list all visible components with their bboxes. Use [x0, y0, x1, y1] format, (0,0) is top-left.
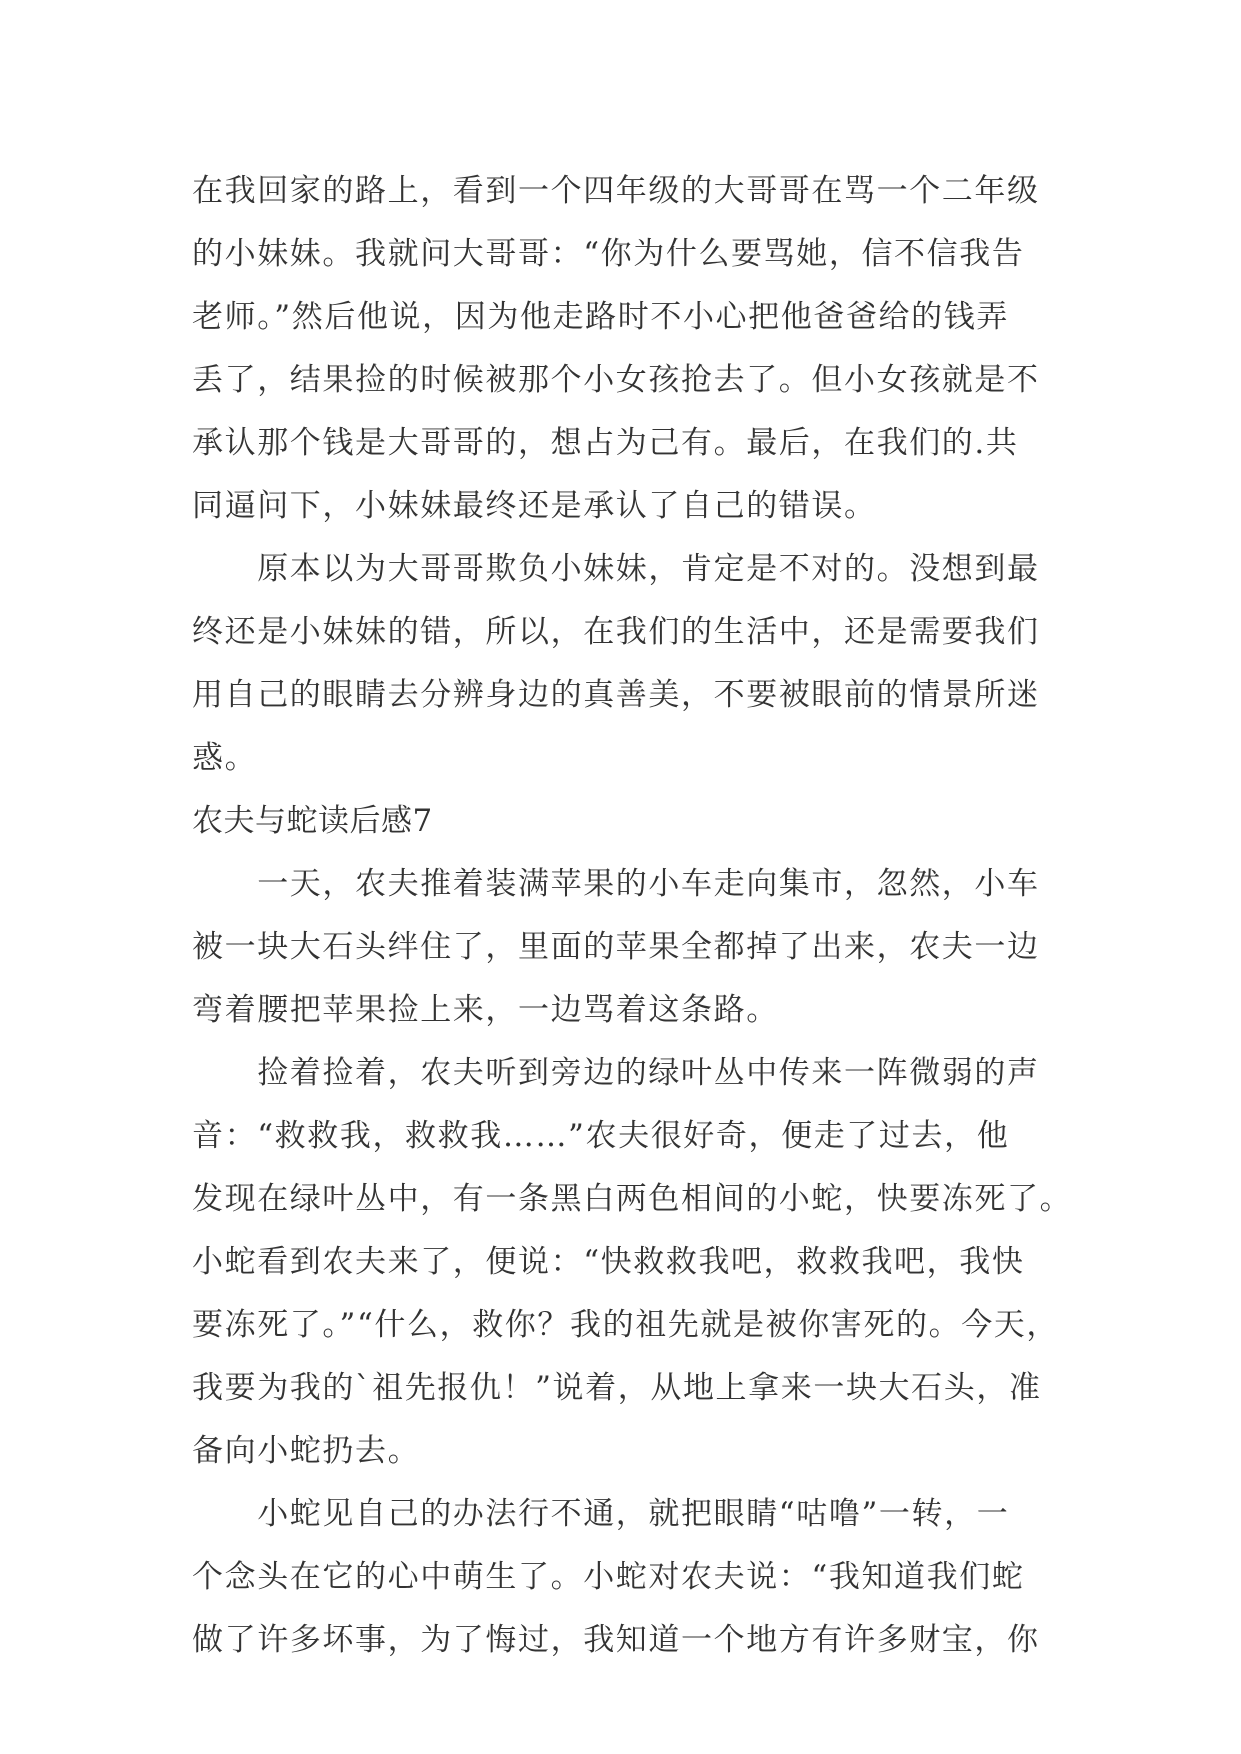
text-line: 的小妹妹。我就问大哥哥：“你为什么要骂她，信不信我告 [192, 236, 1025, 272]
text-line: 我要为我的`祖先报仇！”说着，从地上拿来一块大石头，准 [192, 1370, 1042, 1406]
text-line: 惑。 [192, 740, 258, 776]
text-line: 备向小蛇扔去。 [192, 1433, 421, 1469]
text-line: 同逼问下，小妹妹最终还是承认了自己的错误。 [192, 488, 877, 524]
text-line: 小蛇见自己的办法行不通，就把眼睛“咕噜”一转，一 [192, 1496, 1010, 1532]
text-line: 在我回家的路上，看到一个四年级的大哥哥在骂一个二年级 [192, 173, 1040, 209]
text-line: 音：“救救我，救救我……”农夫很好奇，便走了过去，他 [192, 1118, 1010, 1154]
text-line: 承认那个钱是大哥哥的，想占为己有。最后，在我们的.共 [192, 425, 1019, 461]
text-line: 要冻死了。”“什么，救你？我的祖先就是被你害死的。今天， [192, 1307, 1059, 1343]
text-line: 一天，农夫推着装满苹果的小车走向集市，忽然，小车 [192, 866, 1040, 902]
text-line: 个念头在它的心中萌生了。小蛇对农夫说：“我知道我们蛇 [192, 1559, 1025, 1595]
text-line: 用自己的眼睛去分辨身边的真善美，不要被眼前的情景所迷 [192, 677, 1040, 713]
section-title: 农夫与蛇读后感7 [192, 803, 433, 839]
text-line: 弯着腰把苹果捡上来，一边骂着这条路。 [192, 992, 779, 1028]
text-line: 老师。”然后他说，因为他走路时不小心把他爸爸给的钱弄 [192, 299, 1009, 335]
text-line: 发现在绿叶丛中，有一条黑白两色相间的小蛇，快要冻死了。 [192, 1181, 1073, 1217]
text-line: 捡着捡着，农夫听到旁边的绿叶丛中传来一阵微弱的声 [192, 1055, 1040, 1091]
text-line: 原本以为大哥哥欺负小妹妹，肯定是不对的。没想到最 [192, 551, 1040, 587]
text-line: 小蛇看到农夫来了，便说：“快救救我吧，救救我吧，我快 [192, 1244, 1025, 1280]
text-line: 被一块大石头绊住了，里面的苹果全都掉了出来，农夫一边 [192, 929, 1040, 965]
text-line: 终还是小妹妹的错，所以，在我们的生活中，还是需要我们 [192, 614, 1040, 650]
text-line: 做了许多坏事，为了悔过，我知道一个地方有许多财宝，你 [192, 1622, 1040, 1658]
text-line: 丢了，结果捡的时候被那个小女孩抢去了。但小女孩就是不 [192, 362, 1040, 398]
document-body [192, 160, 1073, 1672]
